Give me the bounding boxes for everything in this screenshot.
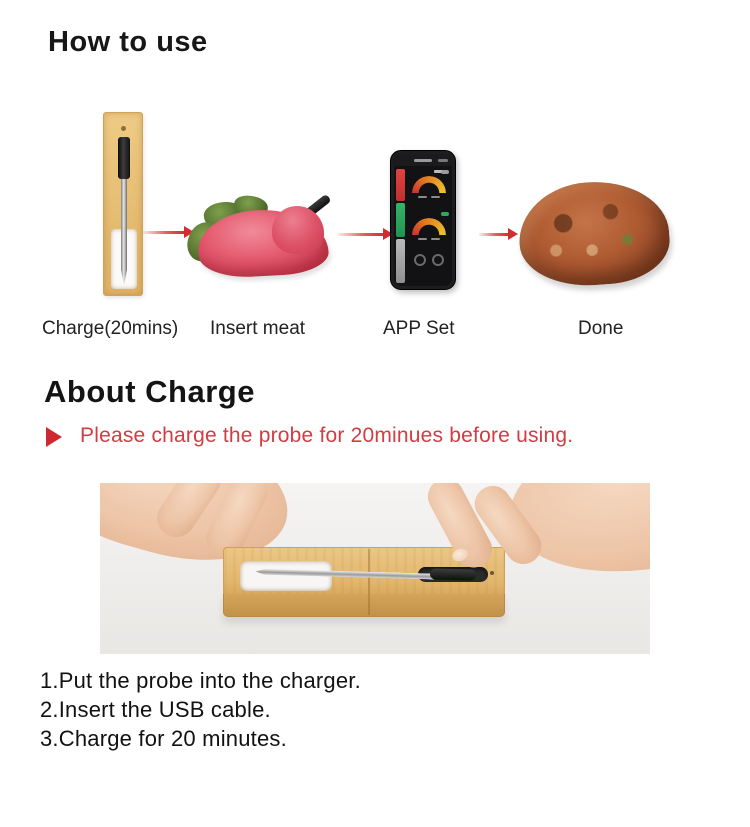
charge-notice-text: Please charge the probe for 20minues before using. (80, 424, 574, 447)
app-text-placeholder (418, 196, 427, 198)
instruction-list (40, 666, 361, 753)
app-text-placeholder (431, 196, 440, 198)
notice-triangle-icon (46, 427, 62, 447)
cooked-steak-illustration (516, 177, 673, 290)
probe-handle-icon (118, 137, 130, 179)
temperature-gauge-icon (412, 218, 446, 235)
instruction-step-1: 1.Put the probe into the charger. (40, 668, 361, 693)
temperature-gauge-icon (412, 176, 446, 193)
probe-channel-gray (396, 239, 405, 283)
app-text-placeholder (431, 238, 440, 240)
app-header-icons (438, 159, 448, 162)
instruction-step-3: 3.Charge for 20 minutes. (40, 726, 287, 751)
step-label-app-set: APP Set (383, 318, 455, 339)
app-dial-icon (432, 254, 444, 266)
probe-shaft-icon (121, 177, 127, 285)
app-title-placeholder (414, 159, 432, 162)
raw-meat-hump (272, 206, 324, 254)
charger-led-hole (490, 571, 494, 575)
flow-arrow-icon (143, 231, 185, 234)
step-label-charge: Charge(20mins) (42, 318, 179, 339)
instruction-step-2: 2.Insert the USB cable. (40, 697, 271, 722)
raw-meat-illustration (186, 196, 338, 282)
app-toggle-icon (441, 170, 449, 174)
phone-app-illustration (390, 150, 456, 290)
probe-channel-green (396, 203, 405, 237)
charger-illustration (103, 112, 143, 296)
app-toggle-icon (441, 212, 449, 216)
step-label-insert: Insert meat (210, 318, 306, 339)
flow-arrow-icon (338, 233, 384, 236)
page-title: How to use (48, 26, 208, 58)
step-label-done: Done (578, 318, 624, 339)
about-charge-heading: About Charge (44, 374, 255, 409)
charger-block-seam (368, 549, 370, 615)
app-text-placeholder (418, 238, 427, 240)
probe-handle (430, 568, 476, 580)
charger-led-icon (121, 126, 126, 131)
probe-channel-red (396, 169, 405, 201)
charging-photo (100, 483, 650, 654)
flow-arrow-icon (479, 233, 509, 236)
app-dial-icon (414, 254, 426, 266)
app-screen (394, 154, 452, 286)
charger-block-front (223, 594, 505, 617)
